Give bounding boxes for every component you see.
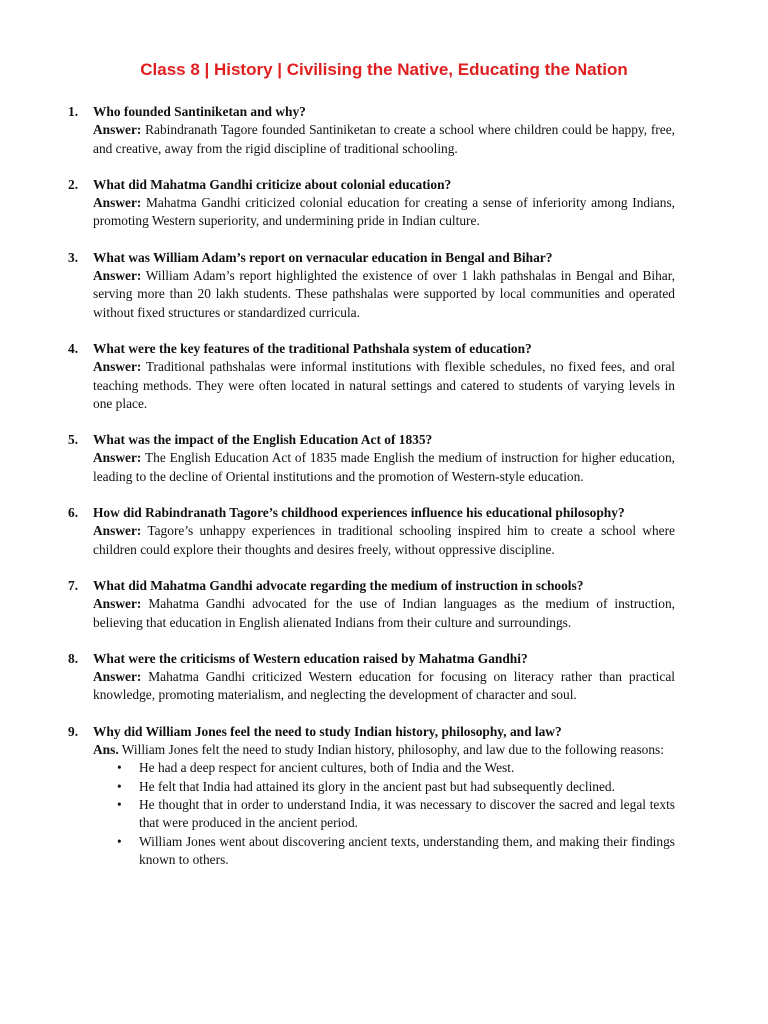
answer-label: Answer: [93, 122, 142, 138]
question-item-4 [68, 340, 675, 413]
bullet-icon: • [117, 778, 122, 794]
question-number: 2. [68, 176, 79, 192]
question-item-7 [68, 577, 675, 632]
question-item-3 [68, 249, 675, 322]
answer-body: Mahatma Gandhi criticized colonial education for creating a sense of inferiority among Indians, promoting Western superiority, and undermining pride in Indian culture. [93, 195, 675, 229]
answer-text [93, 595, 675, 632]
answer-body: Mahatma Gandhi criticized Western education for focusing on literacy rather than practical knowledge, promoting materialism, and neglecting the development of character and soul. [93, 669, 675, 703]
answer-label: Answer: [93, 268, 142, 284]
answer-label: Answer: [93, 450, 142, 466]
answer-label: Answer: [93, 596, 142, 612]
page-title: Class 8 | History | Civilising the Native, Educating the Nation [140, 60, 628, 79]
list-item-text: He thought that in order to understand India, it was necessary to discover the sacred and legal texts that were produced in the ancient period. [139, 796, 675, 831]
list-item [93, 759, 675, 777]
answer-label: Answer: [93, 359, 142, 375]
answer-body: Tagore’s unhappy experiences in traditional schooling inspired him to create a school where children could explore their thoughts and desires freely, without oppressive discipline. [93, 523, 675, 557]
question-text: What was the impact of the English Education Act of 1835? [93, 432, 433, 448]
answer-text [93, 121, 675, 158]
answer-label: Answer: [93, 669, 142, 685]
answer-body: Traditional pathshalas were informal institutions with flexible schedules, no fixed fees, and oral teaching methods. They were often located in natural settings and catered to students of varying levels in one place. [93, 359, 675, 411]
answer-body: Mahatma Gandhi advocated for the use of Indian languages as the medium of instruction, believing that education in English alienated Indians from their culture and surroundings. [93, 596, 675, 630]
answer-body: William Jones felt the need to study Indian history, philosophy, and law due to the following reasons: [118, 742, 664, 758]
question-text: What were the key features of the traditional Pathshala system of education? [93, 340, 532, 356]
question-text: What were the criticisms of Western education raised by Mahatma Gandhi? [93, 650, 528, 666]
answer-label: Ans. [93, 742, 119, 758]
list-item [93, 778, 675, 796]
list-item-text: He had a deep respect for ancient cultures, both of India and the West. [139, 760, 515, 776]
question-number: 8. [68, 650, 79, 666]
answer-text [93, 449, 675, 486]
question-item-6 [68, 504, 675, 559]
list-item-text: He felt that India had attained its glory in the ancient past but had subsequently declined. [139, 778, 615, 794]
question-item-8 [68, 650, 675, 705]
answer-text [93, 194, 675, 231]
reason-list [93, 759, 675, 869]
answer-label: Answer: [93, 523, 142, 539]
answer-body: Rabindranath Tagore founded Santiniketan to create a school where children could be happy, free, and creative, away from the rigid discipline of traditional schooling. [93, 122, 675, 156]
question-item-1 [68, 103, 675, 158]
question-number: 5. [68, 432, 79, 448]
question-number: 9. [68, 723, 79, 739]
answer-body: The English Education Act of 1835 made English the medium of instruction for higher education, leading to the decline of Oriental institutions and the promotion of Western-style education. [93, 450, 675, 484]
answer-text [93, 741, 675, 759]
answer-text [93, 358, 675, 413]
question-text: Who founded Santiniketan and why? [93, 104, 306, 119]
answer-text [93, 522, 675, 559]
bullet-icon: • [117, 833, 122, 849]
question-number: 6. [68, 505, 79, 521]
list-item [93, 833, 675, 870]
question-number: 1. [68, 104, 79, 119]
question-text: What did Mahatma Gandhi advocate regarding the medium of instruction in schools? [93, 577, 584, 593]
question-text: What did Mahatma Gandhi criticize about colonial education? [93, 176, 452, 192]
list-item-text: William Jones went about discovering ancient texts, understanding them, and making their findings known to others. [139, 833, 675, 867]
question-number: 7. [68, 577, 79, 593]
question-text: What was William Adam’s report on vernacular education in Bengal and Bihar? [93, 249, 553, 265]
bullet-icon: • [117, 760, 122, 776]
question-item-9 [68, 723, 675, 869]
answer-body: William Adam’s report highlighted the existence of over 1 lakh pathshalas in Bengal and Bihar, serving more than 20 lakh students. These pathshalas were supported by local communities and operated without fixed structures or standardized curricula. [93, 268, 675, 320]
answer-label: Answer: [93, 195, 142, 211]
bullet-icon: • [117, 796, 122, 812]
question-text: How did Rabindranath Tagore’s childhood experiences influence his educational philosophy? [93, 505, 625, 521]
answer-text [93, 668, 675, 705]
list-item [93, 796, 675, 833]
question-text: Why did William Jones feel the need to study Indian history, philosophy, and law? [93, 723, 562, 739]
answer-text [93, 267, 675, 322]
question-number: 4. [68, 340, 79, 356]
question-list [68, 103, 675, 887]
question-item-2 [68, 176, 675, 231]
question-number: 3. [68, 249, 79, 265]
question-item-5 [68, 431, 675, 486]
